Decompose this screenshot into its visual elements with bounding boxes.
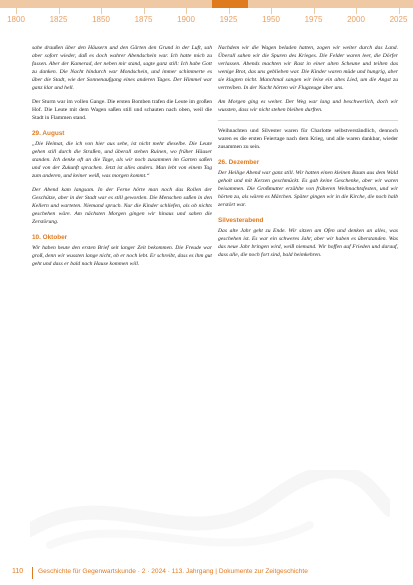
paragraph: Der Sturm war im vollen Gange. Die ersten Bomben trafen die Leute im großen Hof. Die Leute mit dem Wagen saßen still und schauten nach oben, weil die Stadt in Flammen stand. [32, 99, 212, 121]
timeline-tick [59, 8, 60, 14]
timeline-bar-past [0, 0, 212, 8]
timeline-tick [356, 8, 357, 14]
paragraph: Am Morgen ging es weiter. Der Weg war lang und beschwerlich, doch wir wussten, dass wir nicht stehen bleiben durften. [218, 99, 398, 113]
timeline-bar-highlight [212, 0, 248, 8]
timeline-year-label: 1975 [304, 15, 323, 24]
section-heading: Silvesterabend [218, 217, 264, 224]
section-heading: 10. Oktober [32, 234, 68, 241]
timeline-year-label: 1875 [134, 15, 153, 24]
timeline-year-label: 1850 [92, 15, 110, 24]
timeline-tick [314, 8, 315, 14]
paragraph: Der Heilige Abend war ganz still. Wir hatten einen kleinen Baum aus dem Wald geholt und mit Kerzen geschmückt. Es gab keine Geschenke, aber wir waren beisammen. Die Großmutter erzählte von früheren Weihnachtsfesten, und wir hörten zu, als wären es Märchen. Später gingen wir in die Kirche, die noch halb zerstört war. [218, 170, 398, 208]
watermark-swirl-icon [30, 470, 390, 550]
timeline-year-label: 2000 [347, 15, 365, 24]
left-column [32, 44, 212, 274]
paragraph: sahe draußen über den Häusern und den Gärten den Grund in der Luft, sah aber sofort wieder, daß es doch wahrer Abendschein war. Ich hatte mich zu fassen. Aber der Kamerad, der neben mir stand, sagte ganz still: Ich habe Gott zu danken. Die Nacht hindurch war Mondschein, und immer schimmerte es über die Stadt, wie der Sonnenaufgang eines anderen Tages. Der Himmel war ganz klar und hell. [32, 45, 212, 91]
timeline-bar-future [248, 0, 413, 8]
right-column [218, 44, 398, 265]
timeline [0, 0, 413, 34]
paragraph: Wir haben heute den ersten Brief seit langer Zeit bekommen. Die Freude war groß, denn wir wussten lange nicht, ob er noch lebt. Er schreibt, dass es ihm gut geht und dass er bald nach Hause kommen will. [32, 245, 212, 267]
paragraph: „Die Heimat, die ich von hier aus sehe, ist nicht mehr dieselbe. Die Leute gehen still durch die Straßen, und überall stehen Ruinen, wo früher Häuser standen. Ich denke oft an die Tage, als wir noch zusammen im Garten saßen und von der Zukunft sprachen. Jetzt ist alles anders. Man lebt von einem Tag zum anderen, und keiner weiß, was morgen kommt.“ [32, 141, 212, 179]
timeline-tick [144, 8, 145, 14]
timeline-year-label: 1925 [219, 15, 238, 24]
timeline-tick [229, 8, 230, 14]
page-number: 110 [12, 568, 24, 575]
paragraph: Nachdem wir die Wagen beladen hatten, zogen wir weiter durch das Land. Überall sahen wir die Spuren des Krieges. Die Felder waren leer, die Dörfer verlassen. Abends machten wir Rast in einer alten Scheune und teilten das wenige Brot, das uns geblieben war. Die Kinder waren müde und hungrig, aber sie klagten nicht. Manchmal sangen wir leise ein altes Lied, um die Angst zu vertreiben. In der Nacht hörten wir Flugzeuge über uns. [218, 45, 398, 91]
timeline-tick [186, 8, 187, 14]
timeline-year-label: 1825 [49, 15, 68, 24]
page-footer [0, 565, 413, 585]
timeline-year-label: 1800 [7, 15, 25, 24]
timeline-year-label: 2025 [389, 15, 408, 24]
timeline-tick [271, 8, 272, 14]
timeline-year-label: 1950 [262, 15, 280, 24]
footer-citation: Geschichte für Gegenwartskunde · 2 · 2024 · 113. Jahrgang | Dokumente zur Zeitgeschichte [38, 568, 308, 575]
timeline-year-label: 1900 [177, 15, 195, 24]
paragraph: Das alte Jahr geht zu Ende. Wir sitzen am Ofen und denken an alles, was geschehen ist. Es war ein schweres Jahr, aber wir haben es überstanden. Was das neue Jahr bringen wird, weiß niemand. Wir hoffen auf Frieden und darauf, dass alle, die noch fort sind, bald heimkehren. [218, 228, 398, 258]
divider [218, 120, 398, 121]
timeline-tick [399, 8, 400, 14]
section-heading: 26. Dezember [218, 159, 260, 166]
section-heading: 29. August [32, 130, 65, 137]
timeline-tick [16, 8, 17, 14]
paragraph: Der Abend kam langsam. In der Ferne hörte man noch das Rollen der Geschütze, aber in der Stadt war es still geworden. Die Menschen saßen in den Kellern und warteten. Niemand sprach. Nur die Kinder schliefen, als ob nichts geschehen wäre. Am nächsten Morgen gingen wir hinaus und sahen die Zerstörung. [32, 187, 212, 225]
timeline-tick [101, 8, 102, 14]
paragraph: Weihnachten und Silvester waren für Charlotte selbstverständlich, dennoch waren es die ersten Feiertage nach dem Krieg, und alle waren dankbar, wieder zusammen zu sein. [218, 128, 398, 150]
footer-rule [32, 567, 33, 579]
